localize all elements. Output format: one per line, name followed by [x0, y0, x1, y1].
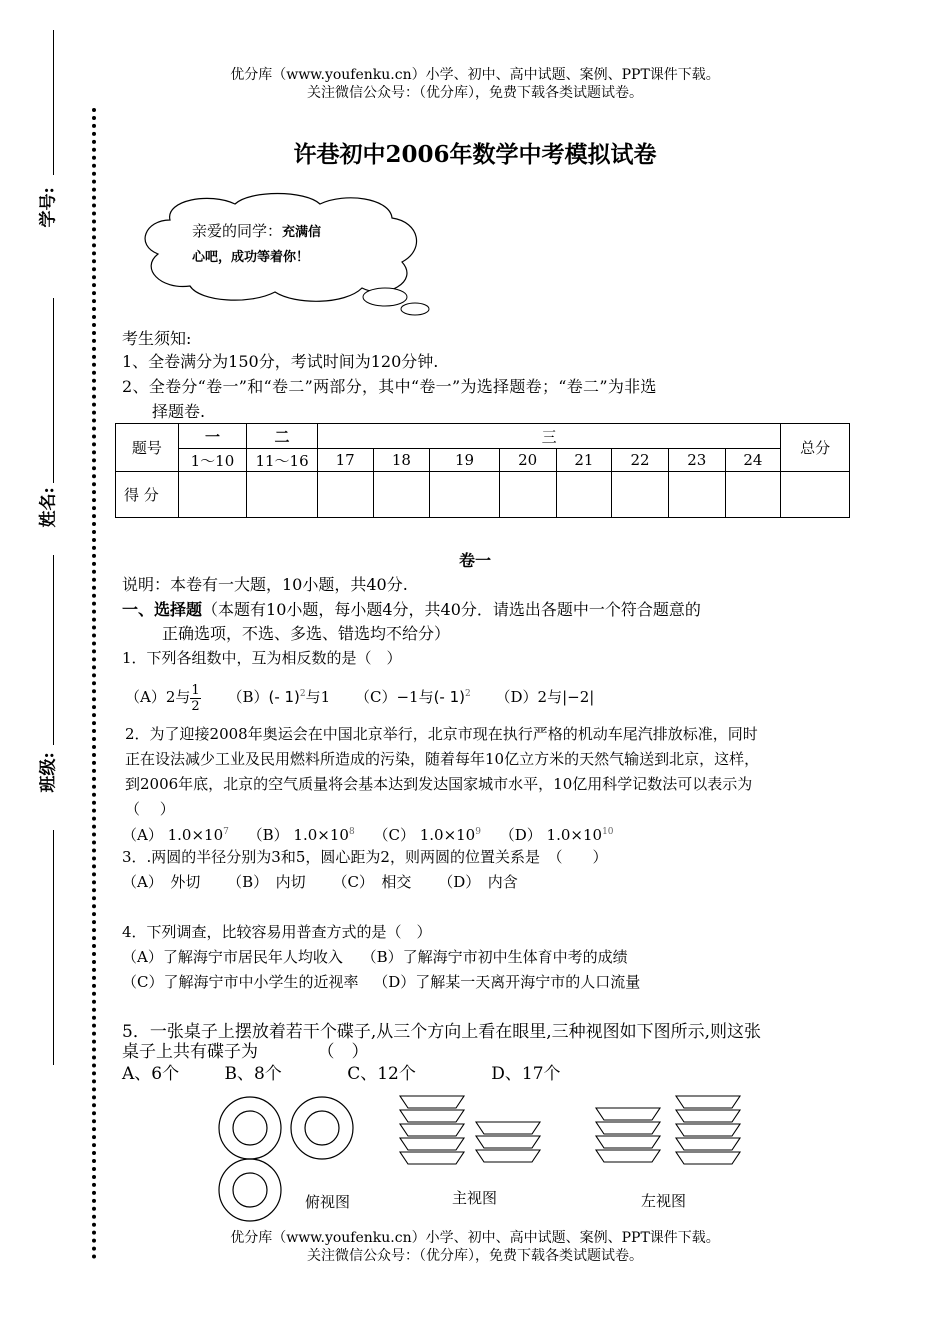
question-2-line-1: 2．为了迎接2008年奥运会在中国北京举行，北京市现在执行严格的机动车尾汽排放标准，同时 — [125, 725, 758, 743]
option-c: （C） 相交 — [332, 873, 412, 891]
exponent: 7 — [223, 827, 229, 837]
section-description: 说明：本卷有一大题，10小题，共40分. — [122, 575, 408, 594]
binding-line — [53, 830, 54, 1065]
section-one-header: 一 — [178, 424, 247, 449]
score-table — [115, 423, 850, 518]
question-2-line-2: 正在设法减少工业及民用燃料所造成的污染，随着每年10亿立方米的天然气输送到北京，这样， — [125, 750, 760, 768]
score-cell[interactable] — [499, 472, 556, 518]
option-b: （B） — [227, 688, 269, 706]
question-number-cell: 19 — [430, 449, 500, 472]
score-cell[interactable] — [430, 472, 500, 518]
score-cell[interactable] — [781, 472, 850, 518]
part-title: 一、选择题 — [122, 600, 203, 619]
expression: (- 1) — [433, 688, 466, 706]
question-1-stem: 1．下列各组数中，互为相反数的是（ ） — [122, 649, 402, 667]
option-a: A、6个 — [122, 1064, 180, 1084]
section-heading: 卷一 — [458, 551, 491, 570]
option-b-tail: 与1 — [305, 688, 331, 706]
section-three-header: 三 — [317, 424, 780, 449]
cloud-message-a: 充满信 — [282, 225, 322, 240]
question-number-cell: 22 — [612, 449, 669, 472]
part-instructions-cont: 正确选项，不选、多选、错选均不给分） — [162, 624, 451, 643]
cloud-message-b: 心吧，成功等着你！ — [192, 250, 310, 265]
question-2-options — [122, 820, 614, 848]
question-number-cell: 23 — [668, 449, 725, 472]
question-number-cell: 21 — [556, 449, 612, 472]
score-cell[interactable] — [612, 472, 669, 518]
exponent: 8 — [348, 827, 355, 837]
option-b: （B）了解海宁市初中生体育中考的成绩 — [361, 948, 628, 966]
question-2-line-4: （ ） — [125, 800, 175, 818]
binding-line — [53, 298, 54, 483]
option-d: （D） 内含 — [438, 873, 518, 891]
option-d: （D）了解某一天离开海宁市的人口流量 — [373, 973, 641, 991]
option-a: （A） 外切 — [122, 873, 201, 891]
question-number-cell: 20 — [499, 449, 556, 472]
option-b: （B） 内切 — [227, 873, 306, 891]
exponent: 2 — [299, 689, 306, 699]
top-view-label: 俯视图 — [305, 1193, 351, 1211]
option-d: D、17个 — [491, 1064, 561, 1084]
question-4-stem: 4．下列调查，比较容易用普查方式的是（ ） — [122, 923, 432, 941]
part-instructions: （本题有10小题，每小题4分，共40分．请选出各题中一个符合题意的 — [202, 600, 701, 619]
score-cell[interactable] — [556, 472, 612, 518]
expression: (- 1) — [268, 688, 300, 706]
class-label: 班级: — [38, 752, 59, 793]
option-d: （D）2与|−2| — [495, 688, 595, 706]
score-cell[interactable] — [247, 472, 318, 518]
question-5-options — [122, 1062, 561, 1087]
student-id-label: 学号: — [38, 187, 59, 228]
question-number-cell: 18 — [373, 449, 430, 472]
notice-heading: 考生须知: — [122, 329, 192, 348]
exponent: 10 — [602, 827, 614, 837]
question-number-header: 题号 — [116, 424, 179, 472]
page-title: 许巷初中2006年数学中考模拟试卷 — [293, 141, 657, 168]
option-c: C、12个 — [347, 1064, 416, 1084]
name-label: 姓名: — [38, 487, 59, 528]
cloud-greeting: 亲爱的同学： — [192, 222, 283, 240]
section-two-header: 二 — [247, 424, 318, 449]
question-1-options — [125, 680, 594, 714]
option-a: （A）了解海宁市居民年人均收入 — [122, 948, 343, 966]
range-cell: 11～16 — [247, 449, 318, 472]
score-cell[interactable] — [668, 472, 725, 518]
footer-line-2: 关注微信公众号：（优分库），免费下载各类试题试卷。 — [307, 1248, 643, 1264]
score-cell[interactable] — [373, 472, 430, 518]
notice-item-1: 1、全卷满分为150分，考试时间为120分钟. — [122, 352, 439, 371]
dotted-cut-line — [92, 108, 96, 1260]
option-c: （C）了解海宁市中小学生的近视率 — [122, 973, 359, 991]
range-cell: 1～10 — [178, 449, 247, 472]
score-cell[interactable] — [178, 472, 247, 518]
header-line-1: 优分库（www.youfenku.cn）小学、初中、高中试题、案例、PPT课件下载。 — [230, 67, 720, 83]
question-number-cell: 17 — [317, 449, 373, 472]
question-2-line-3: 到2006年底，北京的空气质量将会基本达到发达国家城市水平，10亿用科学记数法可以表示为 — [125, 775, 753, 793]
option-a: （A）2与 — [125, 688, 191, 706]
header-line-2: 关注微信公众号：（优分库），免费下载各类试题试卷。 — [307, 85, 643, 101]
left-view-label: 左视图 — [641, 1192, 687, 1210]
question-3-options — [122, 870, 518, 895]
total-header: 总分 — [781, 424, 850, 472]
option-a: （A） 1.0×10 — [122, 826, 224, 844]
option-b: B、8个 — [224, 1064, 282, 1084]
option-c: （C） 1.0×10 — [373, 826, 476, 844]
exponent: 9 — [475, 827, 481, 837]
question-number-cell: 24 — [725, 449, 781, 472]
score-cell[interactable] — [725, 472, 781, 518]
option-b: （B） 1.0×10 — [247, 826, 349, 844]
option-d: （D） 1.0×10 — [499, 826, 603, 844]
question-5-line-2: 桌子上共有碟子为 （ ） — [122, 1042, 369, 1062]
footer-line-1: 优分库（www.youfenku.cn）小学、初中、高中试题、案例、PPT课件下载。 — [230, 1230, 720, 1246]
score-row-label: 得 分 — [116, 472, 179, 518]
exponent: 2 — [465, 689, 471, 699]
question-5-line-1: 5．一张桌子上摆放着若干个碟子,从三个方向上看在眼里,三种视图如下图所示,则这张 — [122, 1022, 762, 1042]
fraction: $\frac{1}{2}$ — [191, 682, 200, 714]
front-view-label: 主视图 — [452, 1189, 498, 1207]
notice-item-2-cont: 择题卷. — [152, 402, 206, 421]
option-c: （C）−1与 — [354, 688, 434, 706]
question-3-stem: 3．.两圆的半径分别为3和5，圆心距为2，则两圆的位置关系是 （ ） — [122, 848, 608, 866]
notice-item-2: 2、全卷分“卷一”和“卷二”两部分，其中“卷一”为选择题卷；“卷二”为非选 — [122, 377, 657, 396]
score-cell[interactable] — [317, 472, 373, 518]
binding-line — [53, 555, 54, 745]
